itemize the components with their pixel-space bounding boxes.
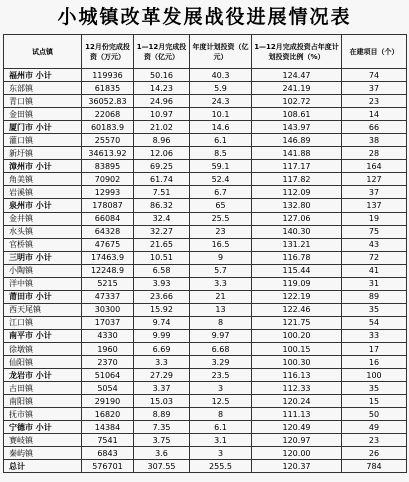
projects-cell: 54 <box>342 316 407 329</box>
dec-investment-cell: 119936 <box>82 69 134 82</box>
town-name-cell: 抚市镇 <box>4 408 82 421</box>
year-investment-cell: 50.16 <box>134 69 190 82</box>
table-row <box>4 382 407 395</box>
projects-cell: 164 <box>342 160 407 173</box>
annual-plan-cell: 40.3 <box>190 69 252 82</box>
annual-plan-cell: 3 <box>190 447 252 460</box>
dec-investment-cell: 5054 <box>82 382 134 395</box>
table-row <box>4 108 407 121</box>
dec-investment-cell: 7541 <box>82 434 134 447</box>
year-investment-cell: 12.06 <box>134 147 190 160</box>
completion-ratio-cell: 108.61 <box>252 108 342 121</box>
table-row <box>4 434 407 447</box>
table-row <box>4 82 407 95</box>
town-name-cell: 角美镇 <box>4 173 82 186</box>
projects-cell: 72 <box>342 251 407 264</box>
table-row <box>4 251 407 264</box>
completion-ratio-cell: 119.09 <box>252 277 342 290</box>
completion-ratio-cell: 100.30 <box>252 356 342 369</box>
table-row <box>4 225 407 238</box>
town-name-cell: 漳州市 小计 <box>4 160 82 173</box>
town-name-cell: 南平市 小计 <box>4 329 82 342</box>
year-investment-cell: 32.27 <box>134 225 190 238</box>
town-name-cell: 水头镇 <box>4 225 82 238</box>
annual-plan-cell: 10.1 <box>190 108 252 121</box>
completion-ratio-cell: 141.88 <box>252 147 342 160</box>
annual-plan-cell: 59.1 <box>190 160 252 173</box>
town-name-cell: 金井镇 <box>4 212 82 225</box>
annual-plan-cell: 255.5 <box>190 460 252 473</box>
town-name-cell: 龙岩市 小计 <box>4 369 82 382</box>
table-row <box>4 199 407 212</box>
projects-cell: 26 <box>342 447 407 460</box>
year-investment-cell: 6.58 <box>134 264 190 277</box>
projects-cell: 137 <box>342 199 407 212</box>
completion-ratio-cell: 112.09 <box>252 186 342 199</box>
dec-investment-cell: 4330 <box>82 329 134 342</box>
dec-investment-cell: 66084 <box>82 212 134 225</box>
year-investment-cell: 32.4 <box>134 212 190 225</box>
table-row <box>4 290 407 303</box>
year-investment-cell: 3.37 <box>134 382 190 395</box>
completion-ratio-cell: 241.19 <box>252 82 342 95</box>
town-name-cell: 仙阳镇 <box>4 356 82 369</box>
header-completion-ratio: 1—12月完成投资占年度计划投资比例（%） <box>252 35 342 69</box>
town-name-cell: 宁德市 小计 <box>4 421 82 434</box>
annual-plan-cell: 3.1 <box>190 434 252 447</box>
year-investment-cell: 6.69 <box>134 342 190 355</box>
town-name-cell: 莆田市 小计 <box>4 290 82 303</box>
projects-cell: 66 <box>342 121 407 134</box>
projects-cell: 23 <box>342 95 407 108</box>
annual-plan-cell: 3 <box>190 382 252 395</box>
year-investment-cell: 3.6 <box>134 447 190 460</box>
dec-investment-cell: 17037 <box>82 316 134 329</box>
projects-cell: 74 <box>342 69 407 82</box>
annual-plan-cell: 3.29 <box>190 356 252 369</box>
table-row <box>4 264 407 277</box>
table-row <box>4 408 407 421</box>
year-investment-cell: 10.51 <box>134 251 190 264</box>
annual-plan-cell: 8 <box>190 316 252 329</box>
projects-cell: 100 <box>342 369 407 382</box>
projects-cell: 37 <box>342 186 407 199</box>
dec-investment-cell: 25570 <box>82 134 134 147</box>
completion-ratio-cell: 131.21 <box>252 238 342 251</box>
year-investment-cell: 3.93 <box>134 277 190 290</box>
town-name-cell: 厦门市 小计 <box>4 121 82 134</box>
year-investment-cell: 61.74 <box>134 173 190 186</box>
annual-plan-cell: 65 <box>190 199 252 212</box>
dec-investment-cell: 5215 <box>82 277 134 290</box>
table-row <box>4 173 407 186</box>
dec-investment-cell: 60183.9 <box>82 121 134 134</box>
dec-investment-cell: 17463.9 <box>82 251 134 264</box>
annual-plan-cell: 21 <box>190 290 252 303</box>
projects-cell: 50 <box>342 408 407 421</box>
annual-plan-cell: 12.5 <box>190 395 252 408</box>
year-investment-cell: 14.23 <box>134 82 190 95</box>
projects-cell: 15 <box>342 395 407 408</box>
year-investment-cell: 8.96 <box>134 134 190 147</box>
year-investment-cell: 8.89 <box>134 408 190 421</box>
completion-ratio-cell: 116.13 <box>252 369 342 382</box>
town-name-cell: 小陶镇 <box>4 264 82 277</box>
dec-investment-cell: 30300 <box>82 303 134 316</box>
dec-investment-cell: 36052.83 <box>82 95 134 108</box>
table-row <box>4 395 407 408</box>
town-name-cell: 赛岐镇 <box>4 434 82 447</box>
table-body <box>4 69 407 473</box>
year-investment-cell: 15.92 <box>134 303 190 316</box>
completion-ratio-cell: 100.20 <box>252 329 342 342</box>
year-investment-cell: 9.99 <box>134 329 190 342</box>
table-row <box>4 160 407 173</box>
projects-cell: 784 <box>342 460 407 473</box>
year-investment-cell: 23.66 <box>134 290 190 303</box>
header-annual-plan: 年度计划投资（亿元） <box>190 35 252 69</box>
completion-ratio-cell: 120.37 <box>252 460 342 473</box>
dec-investment-cell: 16820 <box>82 408 134 421</box>
dec-investment-cell: 29190 <box>82 395 134 408</box>
town-name-cell: 金田镇 <box>4 108 82 121</box>
year-investment-cell: 3.75 <box>134 434 190 447</box>
completion-ratio-cell: 122.46 <box>252 303 342 316</box>
dec-investment-cell: 2370 <box>82 356 134 369</box>
dec-investment-cell: 83895 <box>82 160 134 173</box>
year-investment-cell: 3.3 <box>134 356 190 369</box>
town-name-cell: 福州市 小计 <box>4 69 82 82</box>
table-row <box>4 356 407 369</box>
projects-cell: 75 <box>342 225 407 238</box>
year-investment-cell: 27.29 <box>134 369 190 382</box>
completion-ratio-cell: 143.97 <box>252 121 342 134</box>
year-investment-cell: 86.32 <box>134 199 190 212</box>
annual-plan-cell: 8.5 <box>190 147 252 160</box>
year-investment-cell: 10.97 <box>134 108 190 121</box>
projects-cell: 49 <box>342 421 407 434</box>
annual-plan-cell: 5.7 <box>190 264 252 277</box>
annual-plan-cell: 23 <box>190 225 252 238</box>
completion-ratio-cell: 121.75 <box>252 316 342 329</box>
year-investment-cell: 7.35 <box>134 421 190 434</box>
page-title: 小城镇改革发展战役进展情况表 <box>57 6 352 28</box>
town-name-cell: 秦屿镇 <box>4 447 82 460</box>
completion-ratio-cell: 116.78 <box>252 251 342 264</box>
dec-investment-cell: 14384 <box>82 421 134 434</box>
table-row <box>4 277 407 290</box>
completion-ratio-cell: 124.47 <box>252 69 342 82</box>
completion-ratio-cell: 117.17 <box>252 160 342 173</box>
header-year-investment: 1—12月完成投资（亿元） <box>134 35 190 69</box>
completion-ratio-cell: 132.80 <box>252 199 342 212</box>
dec-investment-cell: 34613.92 <box>82 147 134 160</box>
annual-plan-cell: 9 <box>190 251 252 264</box>
annual-plan-cell: 9.97 <box>190 329 252 342</box>
projects-cell: 16 <box>342 356 407 369</box>
table-row <box>4 342 407 355</box>
completion-ratio-cell: 120.49 <box>252 421 342 434</box>
projects-cell: 14 <box>342 108 407 121</box>
year-investment-cell: 307.55 <box>134 460 190 473</box>
town-name-cell: 三明市 小计 <box>4 251 82 264</box>
table-row <box>4 186 407 199</box>
completion-ratio-cell: 146.89 <box>252 134 342 147</box>
table-row <box>4 69 407 82</box>
completion-ratio-cell: 120.24 <box>252 395 342 408</box>
year-investment-cell: 15.03 <box>134 395 190 408</box>
town-name-cell: 古田镇 <box>4 382 82 395</box>
dec-investment-cell: 61835 <box>82 82 134 95</box>
year-investment-cell: 21.02 <box>134 121 190 134</box>
annual-plan-cell: 14.6 <box>190 121 252 134</box>
annual-plan-cell: 3.3 <box>190 277 252 290</box>
header-dec-investment: 12月份完成投资（万元） <box>82 35 134 69</box>
table-row <box>4 121 407 134</box>
town-name-cell: 青口镇 <box>4 95 82 108</box>
year-investment-cell: 9.74 <box>134 316 190 329</box>
annual-plan-cell: 5.9 <box>190 82 252 95</box>
town-name-cell: 南阳镇 <box>4 395 82 408</box>
completion-ratio-cell: 100.15 <box>252 342 342 355</box>
header-projects: 在建项目（个） <box>342 35 407 69</box>
projects-cell: 35 <box>342 382 407 395</box>
year-investment-cell: 21.65 <box>134 238 190 251</box>
projects-cell: 41 <box>342 264 407 277</box>
year-investment-cell: 69.25 <box>134 160 190 173</box>
dec-investment-cell: 51064 <box>82 369 134 382</box>
completion-ratio-cell: 122.19 <box>252 290 342 303</box>
annual-plan-cell: 23.5 <box>190 369 252 382</box>
projects-cell: 89 <box>342 290 407 303</box>
table-row <box>4 447 407 460</box>
annual-plan-cell: 6.1 <box>190 134 252 147</box>
projects-cell: 19 <box>342 212 407 225</box>
projects-cell: 17 <box>342 342 407 355</box>
completion-ratio-cell: 112.33 <box>252 382 342 395</box>
town-name-cell: 西天尾镇 <box>4 303 82 316</box>
town-name-cell: 东部镇 <box>4 82 82 95</box>
year-investment-cell: 24.96 <box>134 95 190 108</box>
table-row <box>4 303 407 316</box>
table-row <box>4 147 407 160</box>
table-row <box>4 316 407 329</box>
projects-cell: 33 <box>342 329 407 342</box>
town-name-cell: 泉州市 小计 <box>4 199 82 212</box>
completion-ratio-cell: 111.13 <box>252 408 342 421</box>
year-investment-cell: 7.51 <box>134 186 190 199</box>
projects-cell: 23 <box>342 434 407 447</box>
completion-ratio-cell: 127.06 <box>252 212 342 225</box>
completion-ratio-cell: 102.72 <box>252 95 342 108</box>
completion-ratio-cell: 117.82 <box>252 173 342 186</box>
dec-investment-cell: 576701 <box>82 460 134 473</box>
projects-cell: 31 <box>342 277 407 290</box>
table-row <box>4 421 407 434</box>
progress-table <box>3 34 407 473</box>
annual-plan-cell: 25.5 <box>190 212 252 225</box>
town-name-cell: 灌口镇 <box>4 134 82 147</box>
projects-cell: 38 <box>342 134 407 147</box>
table-row <box>4 212 407 225</box>
town-name-cell: 岩溪镇 <box>4 186 82 199</box>
town-name-cell: 徐墩镇 <box>4 342 82 355</box>
table-row <box>4 369 407 382</box>
dec-investment-cell: 12248.9 <box>82 264 134 277</box>
table-row <box>4 238 407 251</box>
completion-ratio-cell: 120.00 <box>252 447 342 460</box>
annual-plan-cell: 6.1 <box>190 421 252 434</box>
table-row <box>4 329 407 342</box>
annual-plan-cell: 13 <box>190 303 252 316</box>
completion-ratio-cell: 120.97 <box>252 434 342 447</box>
annual-plan-cell: 8 <box>190 408 252 421</box>
table-row <box>4 134 407 147</box>
dec-investment-cell: 47675 <box>82 238 134 251</box>
completion-ratio-cell: 140.30 <box>252 225 342 238</box>
dec-investment-cell: 64328 <box>82 225 134 238</box>
projects-cell: 35 <box>342 303 407 316</box>
annual-plan-cell: 6.7 <box>190 186 252 199</box>
dec-investment-cell: 6843 <box>82 447 134 460</box>
dec-investment-cell: 178087 <box>82 199 134 212</box>
annual-plan-cell: 52.4 <box>190 173 252 186</box>
table-row <box>4 460 407 473</box>
projects-cell: 127 <box>342 173 407 186</box>
projects-cell: 37 <box>342 82 407 95</box>
town-name-cell: 江口镇 <box>4 316 82 329</box>
table-header-row <box>4 35 407 69</box>
town-name-cell: 官桥镇 <box>4 238 82 251</box>
dec-investment-cell: 70902 <box>82 173 134 186</box>
annual-plan-cell: 16.5 <box>190 238 252 251</box>
town-name-cell: 总计 <box>4 460 82 473</box>
dec-investment-cell: 22068 <box>82 108 134 121</box>
projects-cell: 28 <box>342 147 407 160</box>
annual-plan-cell: 24.3 <box>190 95 252 108</box>
table-row <box>4 95 407 108</box>
header-town: 试点镇 <box>4 35 82 69</box>
dec-investment-cell: 12993 <box>82 186 134 199</box>
dec-investment-cell: 1960 <box>82 342 134 355</box>
annual-plan-cell: 6.68 <box>190 342 252 355</box>
town-name-cell: 洋中镇 <box>4 277 82 290</box>
projects-cell: 43 <box>342 238 407 251</box>
town-name-cell: 新圩镇 <box>4 147 82 160</box>
dec-investment-cell: 47337 <box>82 290 134 303</box>
completion-ratio-cell: 115.44 <box>252 264 342 277</box>
